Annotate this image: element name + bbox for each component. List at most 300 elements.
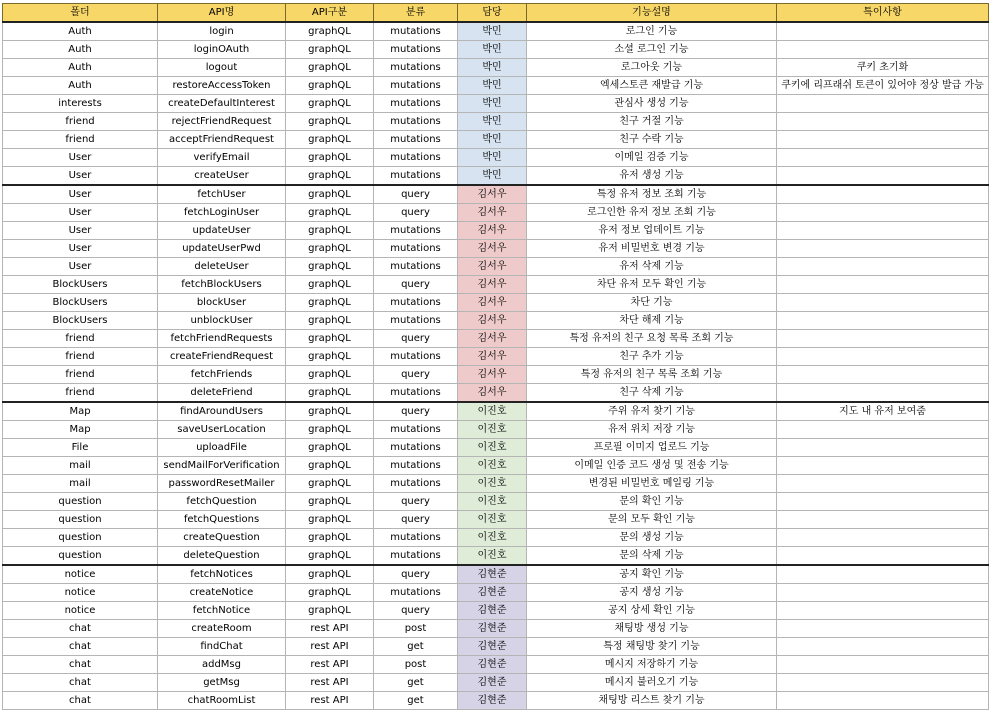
description-cell[interactable]: 공지 생성 기능 — [527, 584, 777, 602]
notes-cell[interactable] — [777, 475, 989, 493]
api-name-cell[interactable]: addMsg — [158, 656, 286, 674]
category-cell[interactable]: query — [374, 402, 458, 421]
table-row — [3, 402, 989, 421]
api-name-cell[interactable]: verifyEmail — [158, 149, 286, 167]
api-type-cell[interactable]: graphQL — [286, 312, 374, 330]
notes-cell[interactable] — [777, 457, 989, 475]
api-name-cell[interactable]: getMsg — [158, 674, 286, 692]
table-row — [3, 185, 989, 204]
owner-cell[interactable]: 박민 — [458, 41, 527, 59]
category-cell[interactable]: query — [374, 204, 458, 222]
notes-cell[interactable] — [777, 384, 989, 403]
owner-cell[interactable]: 김서우 — [458, 204, 527, 222]
table-row — [3, 22, 989, 41]
api-type-cell[interactable]: graphQL — [286, 167, 374, 186]
table-body — [3, 22, 989, 710]
notes-cell[interactable] — [777, 620, 989, 638]
category-cell[interactable]: mutations — [374, 22, 458, 41]
table-row — [3, 511, 989, 529]
notes-cell[interactable] — [777, 149, 989, 167]
category-cell[interactable]: mutations — [374, 131, 458, 149]
description-cell[interactable]: 공지 상세 확인 기능 — [527, 602, 777, 620]
table-row — [3, 131, 989, 149]
owner-cell[interactable]: 박민 — [458, 59, 527, 77]
description-cell[interactable]: 채팅방 생성 기능 — [527, 620, 777, 638]
notes-cell[interactable] — [777, 276, 989, 294]
category-cell[interactable]: mutations — [374, 258, 458, 276]
folder-cell[interactable]: User — [3, 185, 158, 204]
description-cell[interactable]: 친구 추가 기능 — [527, 348, 777, 366]
category-cell[interactable]: mutations — [374, 547, 458, 566]
category-cell[interactable]: get — [374, 638, 458, 656]
api-name-cell[interactable]: sendMailForVerification — [158, 457, 286, 475]
api-type-cell[interactable]: graphQL — [286, 113, 374, 131]
owner-cell[interactable]: 이진호 — [458, 421, 527, 439]
header-api-name[interactable]: API명 — [158, 4, 286, 23]
description-cell[interactable]: 차단 유저 모두 확인 기능 — [527, 276, 777, 294]
category-cell[interactable]: query — [374, 330, 458, 348]
category-cell[interactable]: mutations — [374, 77, 458, 95]
folder-cell[interactable]: User — [3, 258, 158, 276]
owner-cell[interactable]: 이진호 — [458, 493, 527, 511]
folder-cell[interactable]: question — [3, 529, 158, 547]
api-name-cell[interactable]: passwordResetMailer — [158, 475, 286, 493]
description-cell[interactable]: 차단 해제 기능 — [527, 312, 777, 330]
api-type-cell[interactable]: rest API — [286, 674, 374, 692]
owner-cell[interactable]: 김서우 — [458, 330, 527, 348]
category-cell[interactable]: mutations — [374, 312, 458, 330]
api-name-cell[interactable]: deleteFriend — [158, 384, 286, 403]
table-row — [3, 475, 989, 493]
header-row — [3, 4, 989, 23]
folder-cell[interactable]: mail — [3, 457, 158, 475]
description-cell[interactable]: 관심사 생성 기능 — [527, 95, 777, 113]
api-type-cell[interactable]: graphQL — [286, 511, 374, 529]
owner-cell[interactable]: 박민 — [458, 113, 527, 131]
description-cell[interactable]: 문의 확인 기능 — [527, 493, 777, 511]
owner-cell[interactable]: 김현준 — [458, 620, 527, 638]
api-type-cell[interactable]: graphQL — [286, 402, 374, 421]
owner-cell[interactable]: 이진호 — [458, 457, 527, 475]
header-category[interactable]: 분류 — [374, 4, 458, 23]
folder-cell[interactable]: chat — [3, 692, 158, 710]
api-name-cell[interactable]: fetchUser — [158, 185, 286, 204]
api-type-cell[interactable]: graphQL — [286, 384, 374, 403]
api-name-cell[interactable]: blockUser — [158, 294, 286, 312]
category-cell[interactable]: query — [374, 185, 458, 204]
description-cell[interactable]: 메시지 저장하기 기능 — [527, 656, 777, 674]
category-cell[interactable]: get — [374, 692, 458, 710]
table-row — [3, 294, 989, 312]
category-cell[interactable]: mutations — [374, 167, 458, 186]
owner-cell[interactable]: 김현준 — [458, 565, 527, 584]
owner-cell[interactable]: 김서우 — [458, 185, 527, 204]
description-cell[interactable]: 유저 비밀번호 변경 기능 — [527, 240, 777, 258]
folder-cell[interactable]: interests — [3, 95, 158, 113]
api-name-cell[interactable]: fetchNotices — [158, 565, 286, 584]
notes-cell[interactable] — [777, 95, 989, 113]
api-type-cell[interactable]: graphQL — [286, 529, 374, 547]
folder-cell[interactable]: friend — [3, 366, 158, 384]
api-type-cell[interactable]: graphQL — [286, 149, 374, 167]
api-name-cell[interactable]: chatRoomList — [158, 692, 286, 710]
category-cell[interactable]: query — [374, 276, 458, 294]
api-name-cell[interactable]: findChat — [158, 638, 286, 656]
table-row — [3, 656, 989, 674]
table-row — [3, 565, 989, 584]
owner-cell[interactable]: 이진호 — [458, 547, 527, 566]
table-row — [3, 674, 989, 692]
description-cell[interactable]: 엑세스토큰 재발급 기능 — [527, 77, 777, 95]
table-row — [3, 77, 989, 95]
description-cell[interactable]: 문의 삭제 기능 — [527, 547, 777, 566]
notes-cell[interactable] — [777, 222, 989, 240]
api-type-cell[interactable]: rest API — [286, 656, 374, 674]
description-cell[interactable]: 공지 확인 기능 — [527, 565, 777, 584]
api-type-cell[interactable]: rest API — [286, 638, 374, 656]
notes-cell[interactable] — [777, 674, 989, 692]
notes-cell[interactable] — [777, 167, 989, 186]
api-name-cell[interactable]: createUser — [158, 167, 286, 186]
header-owner[interactable]: 담당 — [458, 4, 527, 23]
api-name-cell[interactable]: fetchBlockUsers — [158, 276, 286, 294]
owner-cell[interactable]: 박민 — [458, 131, 527, 149]
category-cell[interactable]: post — [374, 656, 458, 674]
api-name-cell[interactable]: fetchLoginUser — [158, 204, 286, 222]
folder-cell[interactable]: friend — [3, 131, 158, 149]
description-cell[interactable]: 친구 거절 기능 — [527, 113, 777, 131]
api-type-cell[interactable]: graphQL — [286, 421, 374, 439]
category-cell[interactable]: mutations — [374, 222, 458, 240]
category-cell[interactable]: mutations — [374, 348, 458, 366]
api-type-cell[interactable]: graphQL — [286, 439, 374, 457]
folder-cell[interactable]: BlockUsers — [3, 276, 158, 294]
owner-cell[interactable]: 김서우 — [458, 294, 527, 312]
api-name-cell[interactable]: fetchFriendRequests — [158, 330, 286, 348]
description-cell[interactable]: 채팅방 리스트 찾기 기능 — [527, 692, 777, 710]
description-cell[interactable]: 유저 정보 업데이트 기능 — [527, 222, 777, 240]
api-name-cell[interactable]: updateUser — [158, 222, 286, 240]
category-cell[interactable]: mutations — [374, 149, 458, 167]
api-name-cell[interactable]: createDefaultInterest — [158, 95, 286, 113]
notes-cell[interactable] — [777, 366, 989, 384]
description-cell[interactable]: 문의 모두 확인 기능 — [527, 511, 777, 529]
api-name-cell[interactable]: updateUserPwd — [158, 240, 286, 258]
folder-cell[interactable]: File — [3, 439, 158, 457]
api-type-cell[interactable]: graphQL — [286, 602, 374, 620]
folder-cell[interactable]: question — [3, 511, 158, 529]
api-type-cell[interactable]: graphQL — [286, 185, 374, 204]
description-cell[interactable]: 로그인 기능 — [527, 22, 777, 41]
description-cell[interactable]: 친구 삭제 기능 — [527, 384, 777, 403]
folder-cell[interactable]: chat — [3, 656, 158, 674]
folder-cell[interactable]: Map — [3, 421, 158, 439]
folder-cell[interactable]: chat — [3, 638, 158, 656]
notes-cell[interactable] — [777, 348, 989, 366]
header-folder[interactable]: 폴더 — [3, 4, 158, 23]
category-cell[interactable]: mutations — [374, 113, 458, 131]
api-name-cell[interactable]: deleteQuestion — [158, 547, 286, 566]
folder-cell[interactable]: BlockUsers — [3, 312, 158, 330]
table-row — [3, 59, 989, 77]
api-name-cell[interactable]: fetchQuestions — [158, 511, 286, 529]
owner-cell[interactable]: 이진호 — [458, 439, 527, 457]
api-type-cell[interactable]: rest API — [286, 692, 374, 710]
description-cell[interactable]: 소셜 로그인 기능 — [527, 41, 777, 59]
description-cell[interactable]: 유저 위치 저장 기능 — [527, 421, 777, 439]
description-cell[interactable]: 특정 채팅방 찾기 기능 — [527, 638, 777, 656]
api-name-cell[interactable]: deleteUser — [158, 258, 286, 276]
notes-cell[interactable] — [777, 330, 989, 348]
api-type-cell[interactable]: graphQL — [286, 366, 374, 384]
category-cell[interactable]: mutations — [374, 95, 458, 113]
api-type-cell[interactable]: graphQL — [286, 22, 374, 41]
table-row — [3, 493, 989, 511]
notes-cell[interactable] — [777, 584, 989, 602]
api-name-cell[interactable]: fetchNotice — [158, 602, 286, 620]
description-cell[interactable]: 유저 삭제 기능 — [527, 258, 777, 276]
api-type-cell[interactable]: graphQL — [286, 348, 374, 366]
header-description[interactable]: 기능설명 — [527, 4, 777, 23]
folder-cell[interactable]: friend — [3, 348, 158, 366]
api-type-cell[interactable]: graphQL — [286, 475, 374, 493]
api-name-cell[interactable]: acceptFriendRequest — [158, 131, 286, 149]
notes-cell[interactable]: 쿠키 초기화 — [777, 59, 989, 77]
api-name-cell[interactable]: saveUserLocation — [158, 421, 286, 439]
owner-cell[interactable]: 김서우 — [458, 240, 527, 258]
category-cell[interactable]: mutations — [374, 475, 458, 493]
category-cell[interactable]: mutations — [374, 59, 458, 77]
folder-cell[interactable]: notice — [3, 602, 158, 620]
folder-cell[interactable]: User — [3, 167, 158, 186]
category-cell[interactable]: mutations — [374, 384, 458, 403]
description-cell[interactable]: 로그아웃 기능 — [527, 59, 777, 77]
category-cell[interactable]: mutations — [374, 439, 458, 457]
notes-cell[interactable] — [777, 41, 989, 59]
owner-cell[interactable]: 김현준 — [458, 656, 527, 674]
folder-cell[interactable]: question — [3, 493, 158, 511]
description-cell[interactable]: 이메일 검증 기능 — [527, 149, 777, 167]
notes-cell[interactable]: 지도 내 유저 보여줌 — [777, 402, 989, 421]
table-row — [3, 457, 989, 475]
api-type-cell[interactable]: graphQL — [286, 59, 374, 77]
api-type-cell[interactable]: graphQL — [286, 131, 374, 149]
notes-cell[interactable] — [777, 421, 989, 439]
owner-cell[interactable]: 이진호 — [458, 475, 527, 493]
api-name-cell[interactable]: restoreAccessToken — [158, 77, 286, 95]
category-cell[interactable]: mutations — [374, 240, 458, 258]
owner-cell[interactable]: 이진호 — [458, 402, 527, 421]
description-cell[interactable]: 친구 수락 기능 — [527, 131, 777, 149]
api-name-cell[interactable]: logout — [158, 59, 286, 77]
description-cell[interactable]: 프로필 이미지 업로드 기능 — [527, 439, 777, 457]
table-row — [3, 638, 989, 656]
notes-cell[interactable]: 쿠키에 리프래쉬 토큰이 있어야 정상 발급 가능 — [777, 77, 989, 95]
api-name-cell[interactable]: loginOAuth — [158, 41, 286, 59]
owner-cell[interactable]: 김서우 — [458, 276, 527, 294]
notes-cell[interactable] — [777, 204, 989, 222]
owner-cell[interactable]: 김서우 — [458, 366, 527, 384]
folder-cell[interactable]: Auth — [3, 77, 158, 95]
category-cell[interactable]: mutations — [374, 584, 458, 602]
api-type-cell[interactable]: graphQL — [286, 457, 374, 475]
description-cell[interactable]: 변경된 비밀번호 메일링 기능 — [527, 475, 777, 493]
notes-cell[interactable] — [777, 602, 989, 620]
api-name-cell[interactable]: unblockUser — [158, 312, 286, 330]
owner-cell[interactable]: 김서우 — [458, 222, 527, 240]
folder-cell[interactable]: User — [3, 240, 158, 258]
api-type-cell[interactable]: graphQL — [286, 77, 374, 95]
folder-cell[interactable]: notice — [3, 565, 158, 584]
category-cell[interactable]: post — [374, 620, 458, 638]
api-name-cell[interactable]: findAroundUsers — [158, 402, 286, 421]
notes-cell[interactable] — [777, 656, 989, 674]
description-cell[interactable]: 주위 유저 찾기 기능 — [527, 402, 777, 421]
api-type-cell[interactable]: graphQL — [286, 222, 374, 240]
category-cell[interactable]: get — [374, 674, 458, 692]
notes-cell[interactable] — [777, 22, 989, 41]
owner-cell[interactable]: 박민 — [458, 22, 527, 41]
category-cell[interactable]: mutations — [374, 41, 458, 59]
description-cell[interactable]: 차단 기능 — [527, 294, 777, 312]
table-row — [3, 330, 989, 348]
notes-cell[interactable] — [777, 439, 989, 457]
owner-cell[interactable]: 김현준 — [458, 674, 527, 692]
category-cell[interactable]: mutations — [374, 294, 458, 312]
folder-cell[interactable]: Map — [3, 402, 158, 421]
category-cell[interactable]: query — [374, 493, 458, 511]
notes-cell[interactable] — [777, 493, 989, 511]
description-cell[interactable]: 문의 생성 기능 — [527, 529, 777, 547]
api-type-cell[interactable]: rest API — [286, 620, 374, 638]
category-cell[interactable]: mutations — [374, 421, 458, 439]
description-cell[interactable]: 특정 유저의 친구 요청 목록 조회 기능 — [527, 330, 777, 348]
api-name-cell[interactable]: login — [158, 22, 286, 41]
description-cell[interactable]: 메시지 불러오기 기능 — [527, 674, 777, 692]
owner-cell[interactable]: 김현준 — [458, 602, 527, 620]
table-row — [3, 95, 989, 113]
category-cell[interactable]: query — [374, 565, 458, 584]
table-row — [3, 348, 989, 366]
owner-cell[interactable]: 김서우 — [458, 312, 527, 330]
api-type-cell[interactable]: graphQL — [286, 41, 374, 59]
api-name-cell[interactable]: fetchQuestion — [158, 493, 286, 511]
api-type-cell[interactable]: graphQL — [286, 95, 374, 113]
api-name-cell[interactable]: rejectFriendRequest — [158, 113, 286, 131]
folder-cell[interactable]: BlockUsers — [3, 294, 158, 312]
notes-cell[interactable] — [777, 294, 989, 312]
owner-cell[interactable]: 박민 — [458, 149, 527, 167]
folder-cell[interactable]: friend — [3, 330, 158, 348]
owner-cell[interactable]: 김서우 — [458, 258, 527, 276]
api-type-cell[interactable]: graphQL — [286, 258, 374, 276]
description-cell[interactable]: 유저 생성 기능 — [527, 167, 777, 186]
notes-cell[interactable] — [777, 565, 989, 584]
description-cell[interactable]: 이메일 인증 코드 생성 및 전송 기능 — [527, 457, 777, 475]
folder-cell[interactable]: question — [3, 547, 158, 566]
api-type-cell[interactable]: graphQL — [286, 584, 374, 602]
api-type-cell[interactable]: graphQL — [286, 294, 374, 312]
header-notes[interactable]: 특이사항 — [777, 4, 989, 23]
description-cell[interactable]: 특정 유저의 친구 목록 조회 기능 — [527, 366, 777, 384]
owner-cell[interactable]: 박민 — [458, 167, 527, 186]
owner-cell[interactable]: 김현준 — [458, 638, 527, 656]
api-name-cell[interactable]: uploadFile — [158, 439, 286, 457]
table-row — [3, 149, 989, 167]
category-cell[interactable]: query — [374, 511, 458, 529]
table-row — [3, 384, 989, 403]
notes-cell[interactable] — [777, 692, 989, 710]
notes-cell[interactable] — [777, 312, 989, 330]
folder-cell[interactable]: Auth — [3, 59, 158, 77]
api-type-cell[interactable]: graphQL — [286, 493, 374, 511]
owner-cell[interactable]: 이진호 — [458, 511, 527, 529]
category-cell[interactable]: mutations — [374, 529, 458, 547]
api-name-cell[interactable]: createRoom — [158, 620, 286, 638]
folder-cell[interactable]: chat — [3, 620, 158, 638]
api-name-cell[interactable]: createNotice — [158, 584, 286, 602]
owner-cell[interactable]: 김현준 — [458, 692, 527, 710]
description-cell[interactable]: 특정 유저 정보 조회 기능 — [527, 185, 777, 204]
api-type-cell[interactable]: graphQL — [286, 276, 374, 294]
table-row — [3, 167, 989, 186]
folder-cell[interactable]: User — [3, 222, 158, 240]
category-cell[interactable]: query — [374, 366, 458, 384]
folder-cell[interactable]: Auth — [3, 22, 158, 41]
api-name-cell[interactable]: fetchFriends — [158, 366, 286, 384]
owner-cell[interactable]: 박민 — [458, 77, 527, 95]
api-type-cell[interactable]: graphQL — [286, 240, 374, 258]
api-name-cell[interactable]: createFriendRequest — [158, 348, 286, 366]
folder-cell[interactable]: notice — [3, 584, 158, 602]
notes-cell[interactable] — [777, 131, 989, 149]
table-row — [3, 602, 989, 620]
owner-cell[interactable]: 김현준 — [458, 584, 527, 602]
notes-cell[interactable] — [777, 185, 989, 204]
folder-cell[interactable]: friend — [3, 384, 158, 403]
notes-cell[interactable] — [777, 240, 989, 258]
notes-cell[interactable] — [777, 638, 989, 656]
notes-cell[interactable] — [777, 511, 989, 529]
category-cell[interactable]: query — [374, 602, 458, 620]
folder-cell[interactable]: mail — [3, 475, 158, 493]
table-row — [3, 366, 989, 384]
owner-cell[interactable]: 박민 — [458, 95, 527, 113]
api-type-cell[interactable]: graphQL — [286, 565, 374, 584]
notes-cell[interactable] — [777, 547, 989, 566]
folder-cell[interactable]: friend — [3, 113, 158, 131]
api-type-cell[interactable]: graphQL — [286, 330, 374, 348]
table-row — [3, 529, 989, 547]
folder-cell[interactable]: Auth — [3, 41, 158, 59]
owner-cell[interactable]: 이진호 — [458, 529, 527, 547]
folder-cell[interactable]: chat — [3, 674, 158, 692]
api-name-cell[interactable]: createQuestion — [158, 529, 286, 547]
owner-cell[interactable]: 김서우 — [458, 348, 527, 366]
api-type-cell[interactable]: graphQL — [286, 547, 374, 566]
table-row — [3, 421, 989, 439]
notes-cell[interactable] — [777, 258, 989, 276]
owner-cell[interactable]: 김서우 — [458, 384, 527, 403]
notes-cell[interactable] — [777, 529, 989, 547]
notes-cell[interactable] — [777, 113, 989, 131]
category-cell[interactable]: mutations — [374, 457, 458, 475]
api-type-cell[interactable]: graphQL — [286, 204, 374, 222]
folder-cell[interactable]: User — [3, 204, 158, 222]
description-cell[interactable]: 로그인한 유저 정보 조회 기능 — [527, 204, 777, 222]
folder-cell[interactable]: User — [3, 149, 158, 167]
header-api-type[interactable]: API구분 — [286, 4, 374, 23]
